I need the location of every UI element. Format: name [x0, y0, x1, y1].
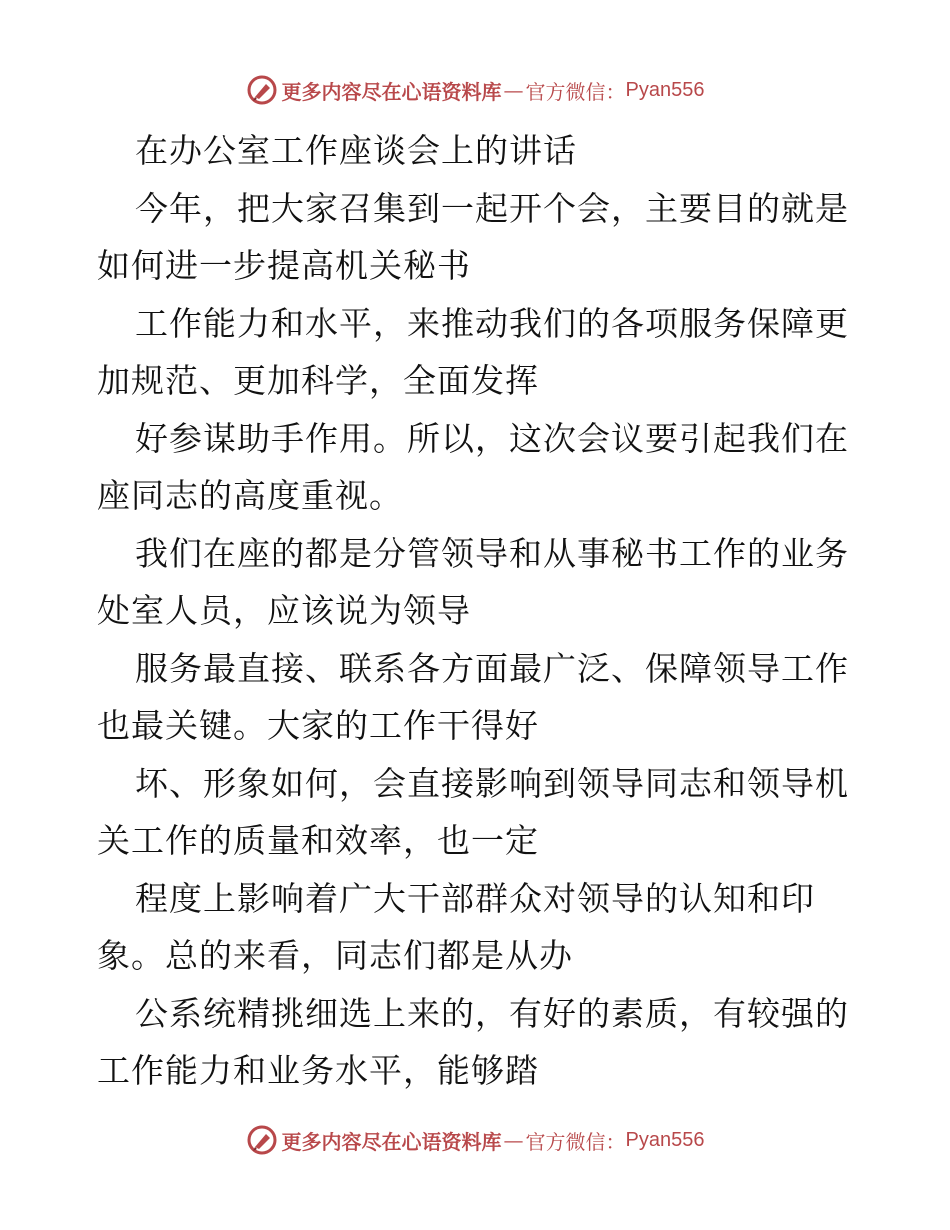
banner-official-label: 官方微信： — [525, 1129, 626, 1154]
banner-main-text: 更多内容尽在心语资料库 — [281, 79, 502, 104]
banner-wechat-id: Pyan556 — [625, 78, 705, 101]
paragraph-line: 处室人员，应该说为领导 — [97, 591, 471, 630]
banner-official-label: 官方微信： — [525, 79, 626, 104]
paragraph-line: 座同志的高度重视。 — [97, 476, 403, 515]
paragraph-line: 今年，把大家召集到一起开个会，主要目的就是 — [135, 188, 849, 228]
pen-logo-icon — [246, 74, 278, 106]
paragraph-line: 工作能力和业务水平，能够踏 — [97, 1051, 539, 1090]
footer-banner — [0, 1120, 950, 1160]
paragraph-line: 服务最直接、联系各方面最广泛、保障领导工作 — [135, 648, 849, 688]
paragraph-line: 如何进一步提高机关秘书 — [97, 246, 471, 285]
paragraph-line: 好参谋助手作用。所以，这次会议要引起我们在 — [135, 418, 849, 458]
document-title: 在办公室工作座谈会上的讲话 — [135, 131, 577, 170]
paragraph-line: 工作能力和水平，来推动我们的各项服务保障更 — [135, 303, 849, 343]
banner-dash: — — [503, 78, 524, 102]
paragraph-line: 关工作的质量和效率，也一定 — [97, 821, 539, 860]
banner-wechat-id: Pyan556 — [625, 1128, 705, 1151]
paragraph-line: 象。总的来看，同志们都是从办 — [97, 936, 573, 975]
banner-dash: — — [503, 1128, 524, 1152]
paragraph-line: 我们在座的都是分管领导和从事秘书工作的业务 — [135, 533, 849, 573]
paragraph-line: 也最关键。大家的工作干得好 — [97, 706, 539, 745]
document-body — [97, 122, 853, 1100]
paragraph-line: 公系统精挑细选上来的，有好的素质，有较强的 — [135, 993, 849, 1033]
paragraph-line: 加规范、更加科学，全面发挥 — [97, 361, 539, 400]
banner-main-text: 更多内容尽在心语资料库 — [281, 1129, 502, 1154]
header-banner — [0, 70, 950, 110]
pen-logo-icon — [246, 1124, 278, 1156]
paragraph-line: 程度上影响着广大干部群众对领导的认知和印 — [135, 878, 815, 918]
paragraph-line: 坏、形象如何，会直接影响到领导同志和领导机 — [135, 763, 849, 803]
